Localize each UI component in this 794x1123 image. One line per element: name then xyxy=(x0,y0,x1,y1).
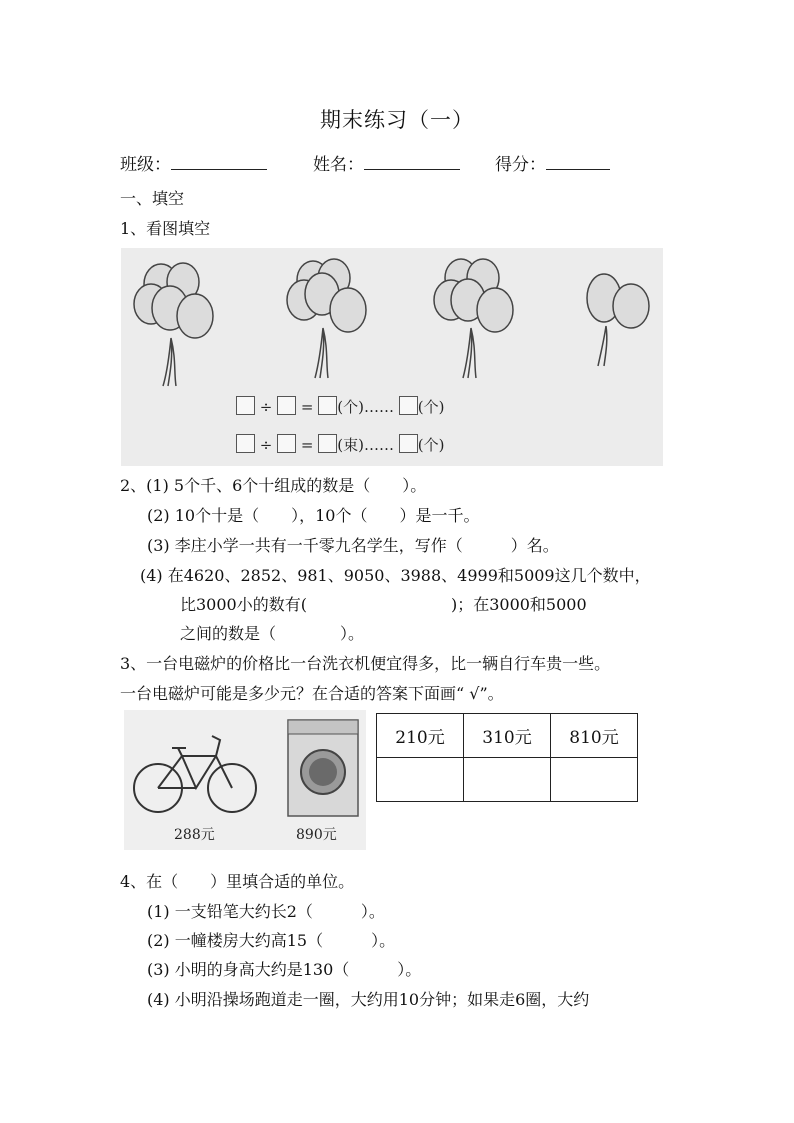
answer-box[interactable] xyxy=(318,396,337,415)
check-cell-310[interactable] xyxy=(464,758,551,802)
equation-row-2: ÷ = (束)…… (个) xyxy=(236,434,445,455)
q2-line-2: (2) 10个十是（ ），10个（ ）是一千。 xyxy=(147,506,480,525)
class-blank[interactable] xyxy=(171,155,267,170)
answer-box[interactable] xyxy=(236,434,255,453)
q2-line-1: 2、(1) 5个千、6个十组成的数是（ ）。 xyxy=(120,476,427,495)
washing-machine-icon xyxy=(288,720,358,816)
balloon-bunch-2 xyxy=(287,259,366,378)
page-title: 期末练习（一） xyxy=(320,108,474,132)
answer-box[interactable] xyxy=(318,434,337,453)
q4-line-3: (2) 一幢楼房大约高15（ ）。 xyxy=(147,931,396,950)
q3-line-2: 一台电磁炉可能是多少元？在合适的答案下面画“ √”。 xyxy=(120,684,504,703)
class-label: 班级： xyxy=(120,155,171,175)
q2-line-5: 比3000小的数有( )；在3000和5000 xyxy=(180,595,587,614)
name-field-row xyxy=(313,150,460,175)
class-field-row xyxy=(120,150,267,175)
score-field-row xyxy=(495,150,610,175)
answer-box[interactable] xyxy=(399,396,418,415)
balloon-bunch-3 xyxy=(434,259,513,378)
balloon-bunch-1 xyxy=(134,263,213,386)
q4-line-2: (1) 一支铅笔大约长2（ ）。 xyxy=(147,902,385,921)
q1-heading: 1、看图填空 xyxy=(120,219,211,238)
answer-box[interactable] xyxy=(399,434,418,453)
option-210: 210元 xyxy=(377,714,464,758)
answer-box[interactable] xyxy=(236,396,255,415)
score-label: 得分： xyxy=(495,155,546,175)
name-blank[interactable] xyxy=(364,155,460,170)
washer-price: 890元 xyxy=(296,827,337,843)
check-cell-810[interactable] xyxy=(551,758,638,802)
q3-line-1: 3、一台电磁炉的价格比一台洗衣机便宜得多，比一辆自行车贵一些。 xyxy=(120,654,611,673)
product-figure xyxy=(124,710,366,850)
balloon-bunch-4 xyxy=(587,274,649,366)
section-heading: 一、填空 xyxy=(120,189,185,208)
bicycle-icon xyxy=(134,736,256,812)
q2-line-6: 之间的数是（ ）。 xyxy=(180,624,365,643)
answer-box[interactable] xyxy=(277,396,296,415)
price-options-table xyxy=(376,713,638,802)
option-810: 810元 xyxy=(551,714,638,758)
check-cell-210[interactable] xyxy=(377,758,464,802)
option-310: 310元 xyxy=(464,714,551,758)
balloon-figure xyxy=(121,248,663,466)
q2-line-4: (4) 在4620、2852、981、9050、3988、4999和5009这几个数中， xyxy=(140,566,651,585)
q4-line-1: 4、在（ ）里填合适的单位。 xyxy=(120,872,355,891)
q4-line-4: (3) 小明的身高大约是130（ ）。 xyxy=(147,960,422,979)
q2-line-3: (3) 李庄小学一共有一千零九名学生，写作（ ）名。 xyxy=(147,536,559,555)
name-label: 姓名： xyxy=(313,155,364,175)
equation-row-1: ÷ = (个)…… (个) xyxy=(236,396,445,417)
q4-line-5: (4) 小明沿操场跑道走一圈，大约用10分钟；如果走6圈，大约 xyxy=(147,990,590,1009)
bike-price: 288元 xyxy=(174,827,215,843)
answer-box[interactable] xyxy=(277,434,296,453)
score-blank[interactable] xyxy=(546,155,610,170)
